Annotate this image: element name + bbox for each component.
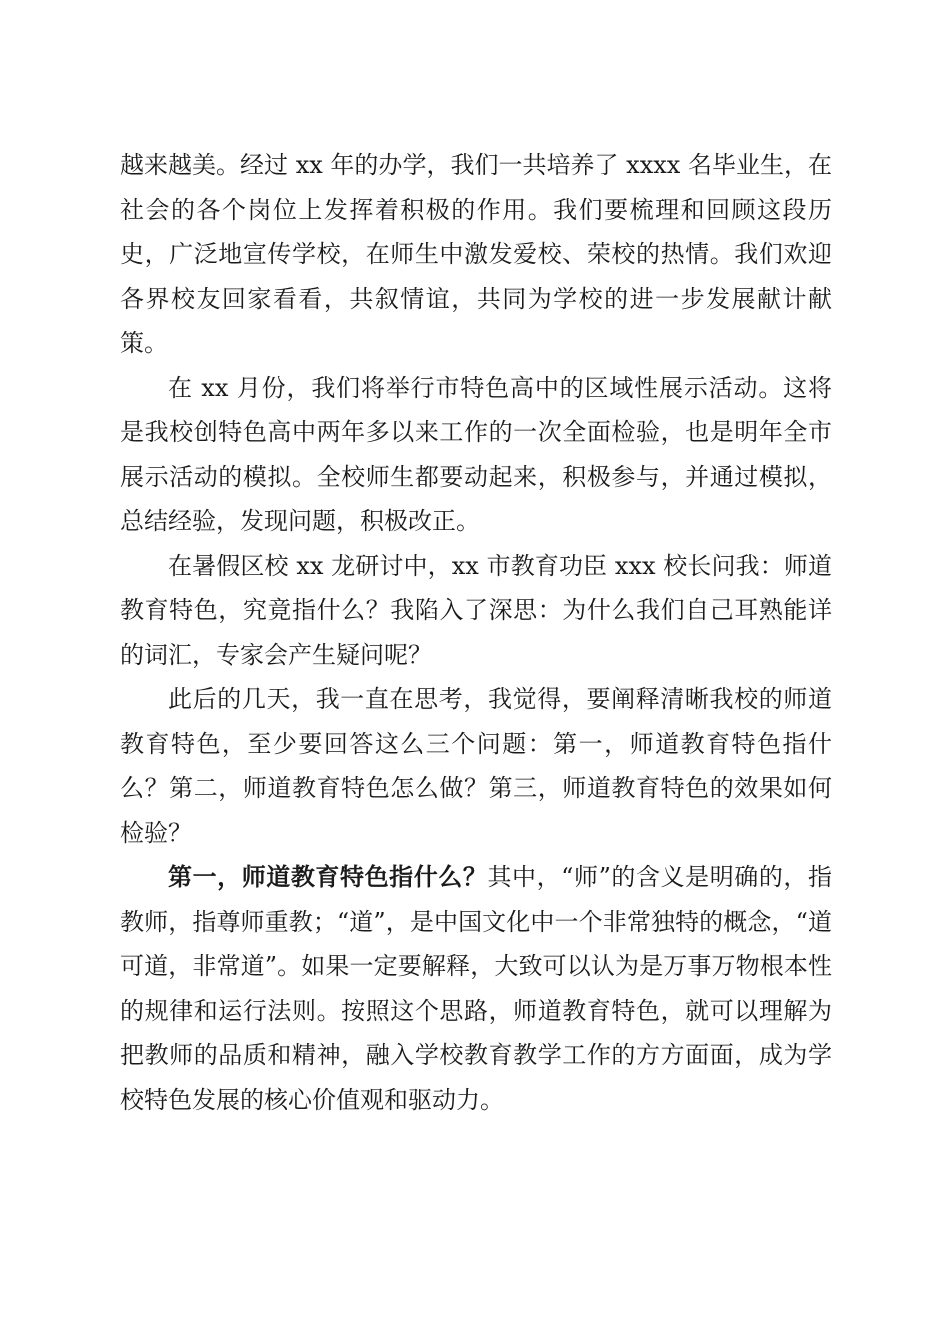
paragraph-5 [120,855,832,1122]
paragraph-5-text: 其中，“师”的含义是明确的，指教师，指尊师重教；“道”，是中国文化中一个非常独特的概念，“道可道，非常道”。如果一定要解释，大致可以认为是万事万物根本性的规律和运行法则。按照这个思路，师道教育特色，就可以理解为把教师的品质和精神，融入学校教育教学工作的方方面面，成为学校特色发展的核心价值观和驱动力。 [120,863,833,1114]
paragraph-4: 此后的几天，我一直在思考，我觉得，要阐释清晰我校的师道教育特色，至少要回答这么三个问题：第一，师道教育特色指什么？第二，师道教育特色怎么做？第三，师道教育特色的效果如何检验？ [120,685,832,847]
paragraph-1: 越来越美。经过 xx 年的办学，我们一共培养了 xxxx 名毕业生，在社会的各个岗位上发挥着积极的作用。我们要梳理和回顾这段历史，广泛地宣传学校，在师生中激发爱校、荣校的热情。我们欢迎各界校友回家看看，共叙情谊，共同为学校的进一步发展献计献策。 [120,151,832,357]
paragraph-3: 在暑假区校 xx 龙研讨中，xx 市教育功臣 xxx 校长问我：师道教育特色，究竟指什么？我陷入了深思：为什么我们自己耳熟能详的词汇，专家会产生疑问呢？ [120,551,832,669]
paragraph-2: 在 xx 月份，我们将举行市特色高中的区域性展示活动。这将是我校创特色高中两年多以来工作的一次全面检验，也是明年全市展示活动的模拟。全校师生都要动起来，积极参与，并通过模拟，总结经验，发现问题，积极改正。 [120,373,832,535]
document-body [120,143,832,1122]
paragraph-5-lead-heading: 第一，师道教育特色指什么？ [168,862,488,891]
